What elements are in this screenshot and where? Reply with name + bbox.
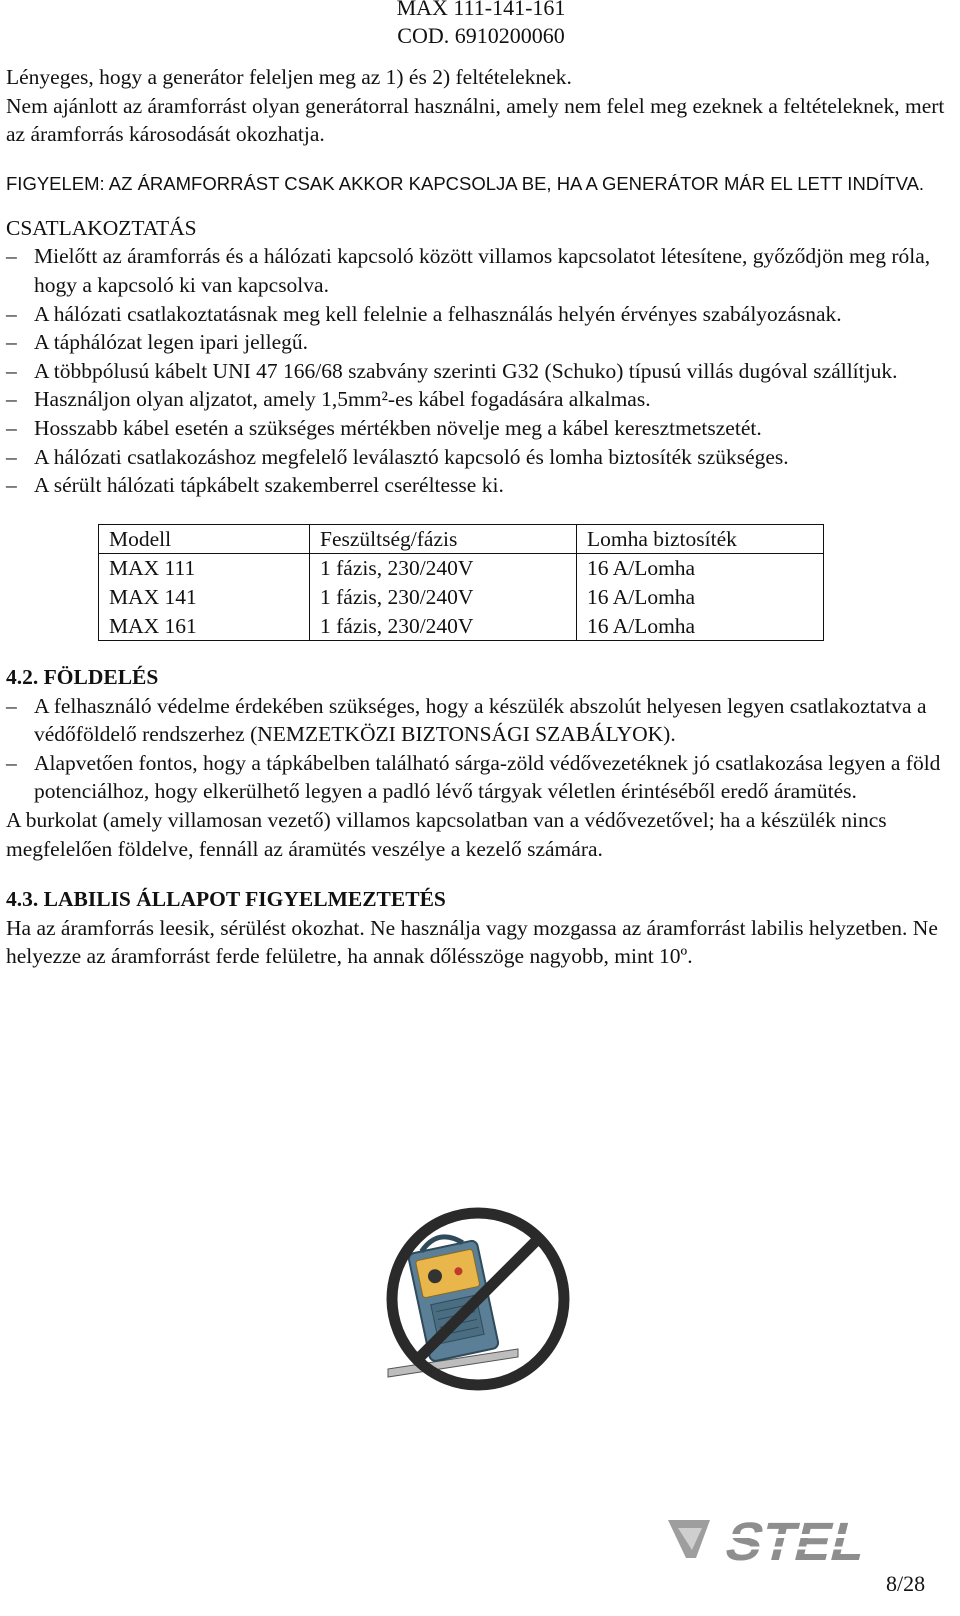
stel-logo: [660, 1498, 880, 1588]
intro-paragraph-1: Lényeges, hogy a generátor feleljen meg az 1) és 2) feltételeknek.: [6, 65, 572, 89]
intro-paragraph-2: Nem ajánlott az áramforrást olyan generátorral használni, amely nem felel meg ezeknek a feltételeknek, mert az áramforrás károsodását okozhatja.: [6, 93, 945, 147]
table-cell: 16 A/Lomha: [587, 613, 696, 638]
column-header: Lomha biztosíték: [577, 524, 824, 554]
list-item: – A felhasználó védelme érdekében szükséges, hogy a készülék abszolút helyesen legyen csatlakoztatva a védőföldelő rendszerhez (NEMZETKÖZI BIZTONSÁGI SZABÁLYOK).: [6, 692, 946, 749]
list-item: – A hálózati csatlakozáshoz megfelelő leválasztó kapcsoló és lomha biztosíték szükséges.: [6, 443, 946, 472]
table-cell: MAX 141: [99, 583, 310, 612]
page-number: 8/28: [886, 1571, 926, 1596]
table-row: [99, 554, 824, 583]
table-cell: MAX 161: [99, 612, 310, 641]
table-cell: 1 fázis, 230/240V: [310, 612, 577, 641]
table-cell: 16 A/Lomha: [587, 584, 696, 609]
list-item: – A sérült hálózati tápkábelt szakemberrel cseréltesse ki.: [6, 471, 946, 500]
document-body: [6, 63, 946, 971]
stability-paragraph: Ha az áramforrás leesik, sérülést okozhat. Ne használja vagy mozgassa az áramforrást labilis helyzetben. Ne helyezze az áramforrást ferde felületre, ha annak dőlésszöge nagyobb, mint 10º.: [6, 915, 938, 969]
list-item: – A táphálózat legen ipari jellegű.: [6, 328, 946, 357]
connection-list: [6, 242, 946, 499]
no-tilt-prohibition-icon: [368, 1199, 588, 1399]
list-item: – A többpólusú kábelt UNI 47 166/68 szabvány szerinti G32 (Schuko) típusú villás dugóval szállítjuk.: [6, 357, 946, 386]
list-item: – Alapvetően fontos, hogy a tápkábelben található sárga-zöld védővezetéknek jó csatlakozása legyen a föld potenciálhoz, hogy elkerülhető legyen a padló lévő tárgyak véletlen érintéséből eredő áramütés.: [6, 749, 946, 806]
page-header: [0, 0, 960, 50]
table-header-row: [99, 524, 824, 554]
table-row: [99, 583, 824, 612]
stability-title: 4.3. LABILIS ÁLLAPOT FIGYELMEZTETÉS: [6, 887, 446, 912]
table-cell: 1 fázis, 230/240V: [310, 554, 577, 583]
earthing-paragraph: A burkolat (amely villamosan vezető) villamos kapcsolatban van a védővezetővel; ha a készülék nincs megfelelően földelve, fennáll az áramütés veszélye a kezelő számára.: [6, 808, 887, 861]
list-item: – Használjon olyan aljzatot, amely 1,5mm²-es kábel fogadására alkalmas.: [6, 385, 946, 414]
column-header: Modell: [99, 524, 310, 554]
connection-title: CSATLAKOZTATÁS: [6, 215, 197, 240]
code-line: COD. 6910200060: [397, 23, 565, 48]
list-item: – A hálózati csatlakoztatásnak meg kell felelnie a felhasználás helyén érvényes szabályozásnak.: [6, 300, 946, 329]
earthing-list: [6, 692, 946, 806]
table-cell: 16 A/Lomha: [587, 556, 696, 581]
list-item: – Mielőtt az áramforrás és a hálózati kapcsoló között villamos kapcsolatot létesítene, győződjön meg róla, hogy a kapcsoló ki van kapcsolva.: [6, 242, 946, 299]
column-header: Feszültség/fázis: [310, 524, 577, 554]
table-cell: 1 fázis, 230/240V: [310, 583, 577, 612]
table-cell: MAX 111: [99, 554, 310, 583]
fuse-table: [98, 524, 824, 641]
logo-text: STEL: [719, 1510, 873, 1572]
earthing-title: 4.2. FÖLDELÉS: [6, 665, 159, 690]
generator-warning: FIGYELEM: AZ ÁRAMFORRÁST CSAK AKKOR KAPCSOLJA BE, HA A GENERÁTOR MÁR EL LETT INDÍTVA.: [6, 172, 925, 194]
list-item: – Hosszabb kábel esetén a szükséges mértékben növelje meg a kábel keresztmetszetét.: [6, 414, 946, 443]
model-line: MAX 111-141-161: [396, 0, 566, 20]
table-row: [99, 612, 824, 641]
